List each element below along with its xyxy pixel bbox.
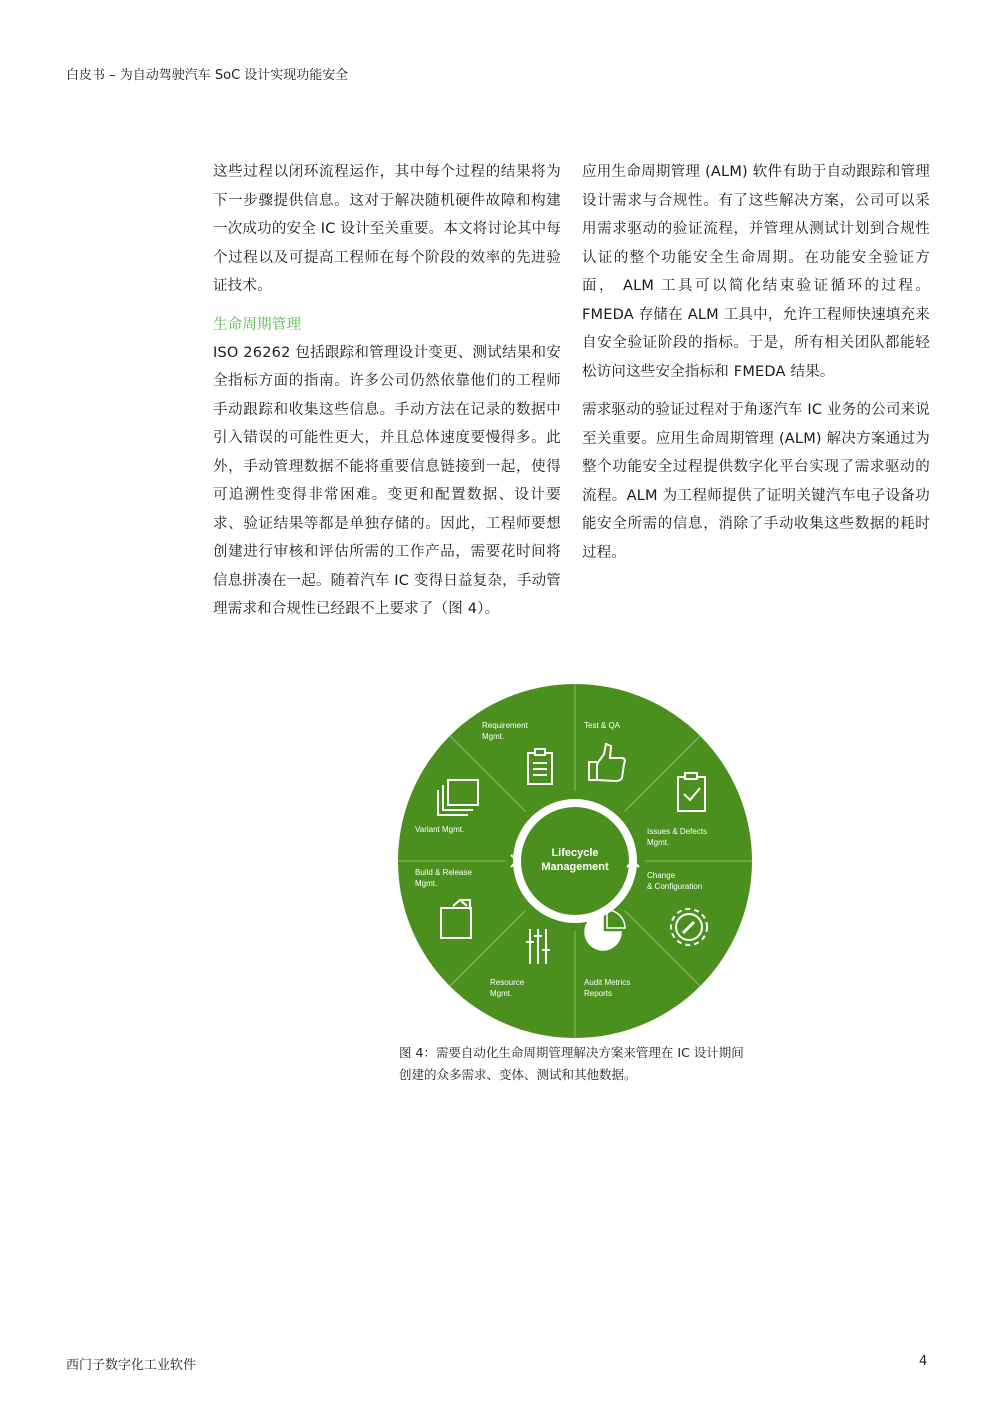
label-build-2: Mgmt.: [415, 879, 438, 888]
footer-company: 西门子数字化工业软件: [66, 1358, 197, 1373]
page-number: 4: [919, 1354, 928, 1369]
sliders-icon: [526, 929, 550, 964]
label-variant: Variant Mgmt.: [415, 825, 465, 834]
center-label-line1: Lifecycle: [551, 847, 599, 859]
requirements-paragraph: 需求驱动的验证过程对于角逐汽车 IC 业务的公司来说至关重要。应用生命周期管理 (ALM) 解决方案通过为整个功能安全过程提供数字化平台实现了需求驱动的流程。ALM 为工程师提供了证明关键汽车电子设备功能安全所需的信息，消除了手动收集这些数据的耗时过程。: [582, 402, 930, 561]
right-column: [582, 158, 930, 577]
left-column: [213, 158, 561, 634]
intro-paragraph: 这些过程以闭环流程运作，其中每个过程的结果将为下一步骤提供信息。这对于解决随机硬件故障和构建一次成功的安全 IC 设计至关重要。本文将讨论其中每个过程以及可提高工程师在每个阶段的效率的先进验证技术。: [213, 164, 561, 294]
alm-paragraph: 应用生命周期管理 (ALM) 软件有助于自动跟踪和管理设计需求与合规性。有了这些解决方案，公司可以采用需求驱动的验证流程，并管理从测试计划到合规性认证的整个功能安全生命周期。在功能安全验证方面， ALM 工具可以简化结束验证循环的过程。FMEDA 存储在 ALM 工具中，允许工程师快速填充来自安全验证阶段的指标。于是，所有相关团队都能轻松访问这些安全指标和 FMEDA 结果。: [582, 164, 930, 380]
lifecycle-diagram: [398, 684, 752, 1038]
label-audit-1: Audit Metrics: [584, 978, 631, 987]
figure-caption: 图 4：需要自动化生命周期管理解决方案来管理在 IC 设计期间创建的众多需求、变体、测试和其他数据。: [399, 1045, 744, 1082]
label-issues-2: Mgmt.: [647, 838, 670, 847]
label-issues-1: Issues & Defects: [647, 827, 708, 836]
label-change-1: Change: [647, 871, 676, 880]
section-heading-lifecycle: 生命周期管理: [213, 316, 302, 333]
label-resource-2: Mgmt.: [490, 989, 513, 998]
label-requirement-1: Requirement: [482, 721, 528, 730]
document-header: 白皮书 – 为自动驾驶汽车 SoC 设计实现功能安全: [66, 68, 349, 83]
label-resource-1: Resource: [490, 978, 525, 987]
label-change-2: & Configuration: [647, 882, 703, 891]
label-build-1: Build & Release: [415, 868, 472, 877]
label-audit-2: Reports: [584, 989, 613, 998]
center-label-line2: Management: [541, 861, 609, 873]
label-test: Test & QA: [584, 721, 621, 730]
label-requirement-2: Mgmt.: [482, 732, 505, 741]
lifecycle-paragraph: ISO 26262 包括跟踪和管理设计变更、测试结果和安全指标方面的指南。许多公司仍然依靠他们的工程师手动跟踪和收集这些信息。手动方法在记录的数据中引入错误的可能性更大，并且总体速度要慢得多。此外，手动管理数据不能将重要信息链接到一起，使得可追溯性变得非常困难。变更和配置数据、设计要求、验证结果等都是单独存储的。因此，工程师要想创建进行审核和评估所需的工作产品，需要花时间将信息拼凑在一起。随着汽车 IC 变得日益复杂，手动管理需求和合规性已经跟不上要求了（图 4）。: [213, 344, 561, 617]
